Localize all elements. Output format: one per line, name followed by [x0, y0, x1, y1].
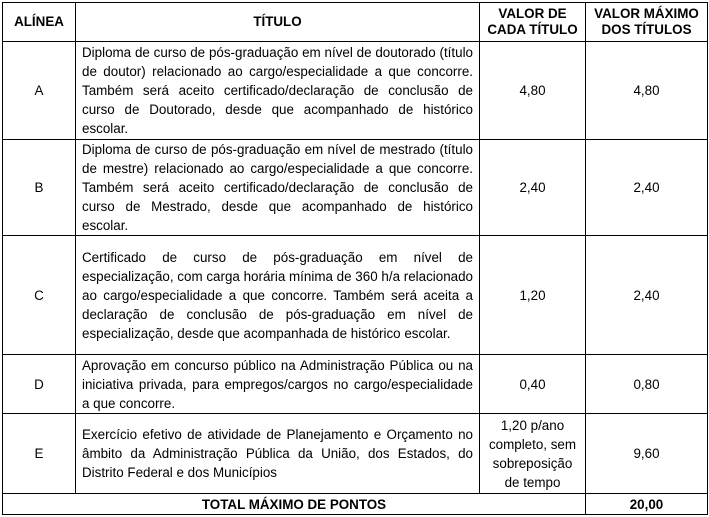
alinea-cell: E — [3, 414, 76, 494]
table-row-b — [3, 140, 708, 236]
valor-cada-cell: 2,40 — [480, 140, 586, 236]
alinea-cell: A — [3, 42, 76, 140]
header-valor-cada — [480, 3, 586, 42]
table-row-d — [3, 355, 708, 414]
alinea-cell: C — [3, 236, 76, 355]
total-label: TOTAL MÁXIMO DE PONTOS — [3, 494, 586, 515]
valor-max-cell: 9,60 — [586, 414, 708, 494]
alinea-cell: B — [3, 140, 76, 236]
valor-max-cell: 2,40 — [586, 236, 708, 355]
header-valor-max — [586, 3, 708, 42]
header-valor-max-line-2: DOS TÍTULOS — [601, 22, 692, 37]
table-row-e — [3, 414, 708, 494]
valor-max-cell: 0,80 — [586, 355, 708, 414]
titulo-cell: Aprovação em concurso público na Administração Pública ou na iniciativa privada, para empregos/cargos no cargo/especialidade a que concorre. — [76, 355, 480, 414]
valor-cada-line-2: completo, sem — [488, 436, 577, 452]
valor-cada-cell: 1,20 — [480, 236, 586, 355]
valor-cada-line-3: sobreposição — [492, 455, 573, 471]
header-row — [3, 3, 708, 42]
valor-max-cell: 2,40 — [586, 140, 708, 236]
valor-cada-cell: 4,80 — [480, 42, 586, 140]
header-valor-cada-line-2: CADA TÍTULO — [487, 22, 578, 37]
header-valor-max-line-1: VALOR MÁXIMO — [594, 6, 699, 21]
valor-max-cell: 4,80 — [586, 42, 708, 140]
total-row — [3, 494, 708, 515]
valor-cada-cell: 0,40 — [480, 355, 586, 414]
header-valor-cada-line-1: VALOR DE — [498, 6, 567, 21]
titulo-cell: Diploma de curso de pós-graduação em nível de doutorado (título de doutor) relacionado ao cargo/especialidade a que concorre. Também será aceito certificado/declaração de conclusão de curso de Doutorado, desde que acompanhado de histórico escolar. — [76, 42, 480, 140]
pontuacao-titulos-table — [2, 2, 708, 515]
titulo-cell: Diploma de curso de pós-graduação em nível de mestrado (título de mestre) relacionado ao cargo/especialidade a que concorre. Também será aceito certificado/declaração de conclusão de curso de Mestrado, desde que acompanhado de histórico escolar. — [76, 140, 480, 236]
alinea-cell: D — [3, 355, 76, 414]
table-row-a — [3, 42, 708, 140]
total-value: 20,00 — [586, 494, 708, 515]
header-titulo: TÍTULO — [76, 3, 480, 42]
table-row-c — [3, 236, 708, 355]
titulo-cell: Certificado de curso de pós-graduação em nível de especialização, com carga horária mínima de 360 h/a relacionado ao cargo/especialidade a que concorre. Também será aceita a declaração de conclusão de pós-graduação em nível de especialização, desde que acompanhada de histórico escolar. — [76, 236, 480, 355]
valor-cada-cell — [480, 414, 586, 494]
titulo-cell: Exercício efetivo de atividade de Planejamento e Orçamento no âmbito da Administração Pública da União, dos Estados, do Distrito Federal e dos Municípios — [76, 414, 480, 494]
valor-cada-line-1: 1,20 p/ano — [500, 417, 565, 433]
header-alinea: ALÍNEA — [3, 3, 76, 42]
valor-cada-line-4: de tempo — [504, 474, 561, 490]
